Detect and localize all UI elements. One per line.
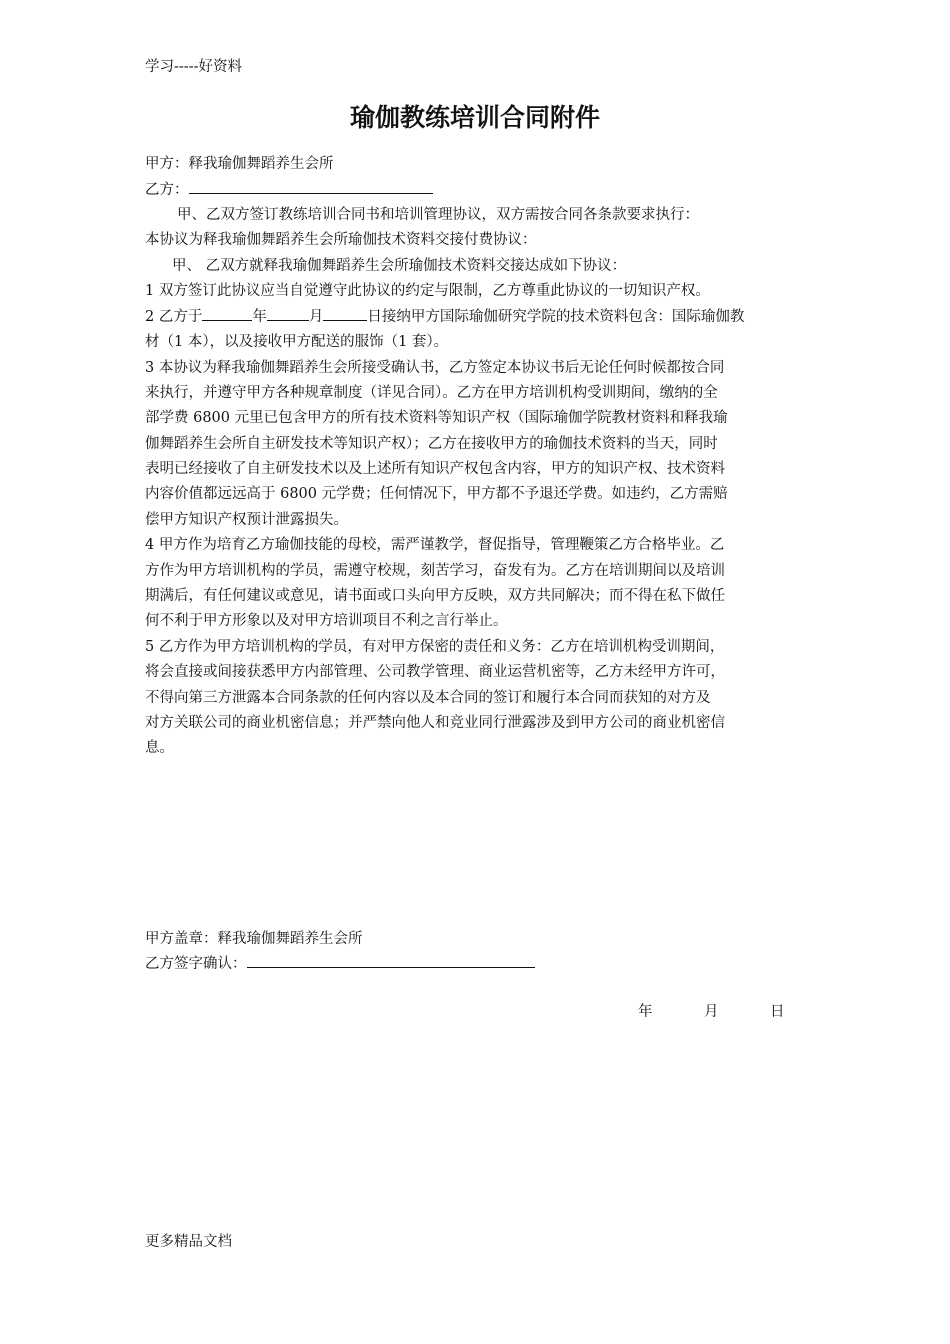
clause-1: 1 双方签订此协议应当自觉遵守此协议的约定与限制，乙方尊重此协议的一切知识产权。: [145, 283, 710, 299]
page-footer: 更多精品文档: [145, 1234, 232, 1250]
clause-3-line: 伽舞蹈养生会所自主研发技术等知识产权）；乙方在接收甲方的瑜伽技术资料的当天，同时: [145, 436, 718, 452]
party-b-label: 乙方：: [145, 182, 189, 198]
month-blank: [267, 306, 309, 321]
signature-label: 乙方签字确认：: [145, 956, 247, 972]
clause-3-line: 偿甲方知识产权预计泄露损失。: [145, 512, 348, 528]
document-title: 瑜伽教练培训合同附件: [349, 103, 600, 132]
signature-blank: [247, 953, 535, 968]
clause-4-line: 4 甲方作为培育乙方瑜伽技能的母校，需严谨教学，督促指导，管理鞭策乙方合格毕业。乙: [145, 537, 725, 553]
clause-5-line: 5 乙方作为甲方培训机构的学员，有对甲方保密的责任和义务：乙方在培训机构受训期间，: [145, 639, 725, 655]
clause-4-line: 何不利于甲方形象以及对甲方培训项目不利之言行举止。: [145, 613, 508, 629]
clause-5-line: 不得向第三方泄露本合同条款的任何内容以及本合同的签订和履行本合同而获知的对方及: [145, 690, 711, 706]
clause-3-line: 内容价值都远远高于 6800 元学费；任何情况下，甲方都不予退还学费。如违约，乙方需赔: [145, 486, 728, 502]
clause-2-month: 月: [308, 309, 324, 325]
intro-line: 甲、 乙双方就释我瑜伽舞蹈养生会所瑜伽技术资料交接达成如下协议：: [172, 258, 627, 274]
date-year: 年: [638, 1004, 653, 1020]
clause-5-line: 对方关联公司的商业机密信息；并严禁向他人和竞业同行泄露涉及到甲方公司的商业机密信: [145, 715, 725, 731]
date-day: 日: [770, 1004, 785, 1020]
seal-line: 甲方盖章：释我瑜伽舞蹈养生会所: [145, 931, 363, 947]
party-a-line: 甲方：释我瑜伽舞蹈养生会所: [145, 156, 334, 172]
clause-3-line: 表明已经接收了自主研发技术以及上述所有知识产权包含内容，甲方的知识产权、技术资料: [145, 461, 725, 477]
signature-line: [145, 952, 535, 973]
date-line: [638, 1000, 785, 1021]
clause-4-line: 期满后，有任何建议或意见，请书面或口头向甲方反映，双方共同解决；而不得在私下做任: [145, 588, 725, 604]
clause-4-line: 方作为甲方培训机构的学员，需遵守校规，刻苦学习，奋发有为。乙方在培训期间以及培训: [145, 563, 725, 579]
intro-line: 甲、乙双方签订教练培训合同书和培训管理协议，双方需按合同各条款要求执行：: [177, 207, 699, 223]
clause-2-suffix: 日接纳甲方国际瑜伽研究学院的技术资料包含：国际瑜伽教: [367, 309, 745, 325]
year-blank: [202, 306, 252, 321]
clause-2-year: 年: [252, 309, 267, 325]
clause-2-prefix: 2 乙方于: [145, 309, 203, 325]
clause-5-line: 息。: [145, 740, 174, 756]
page-header: 学习-----好资料: [145, 59, 242, 75]
day-blank: [323, 306, 367, 321]
clause-2-line: [145, 305, 744, 326]
party-b-blank: [189, 179, 433, 194]
clause-3-line: 3 本协议为释我瑜伽舞蹈养生会所接受确认书，乙方签定本协议书后无论任何时候都按合同: [145, 360, 725, 376]
party-b-line: [145, 178, 433, 199]
clause-5-line: 将会直接或间接获悉甲方内部管理、公司教学管理、商业运营机密等，乙方未经甲方许可，: [145, 664, 725, 680]
intro-line: 本协议为释我瑜伽舞蹈养生会所瑜伽技术资料交接付费协议：: [145, 232, 537, 248]
clause-2-line: 材（1 本），以及接收甲方配送的服饰（1 套）。: [145, 334, 449, 350]
date-month: 月: [704, 1004, 719, 1020]
clause-3-line: 部学费 6800 元里已包含甲方的所有技术资料等知识产权（国际瑜伽学院教材资料和释我瑜: [145, 410, 728, 426]
clause-3-line: 来执行，并遵守甲方各种规章制度（详见合同）。乙方在甲方培训机构受训期间，缴纳的全: [145, 385, 718, 401]
